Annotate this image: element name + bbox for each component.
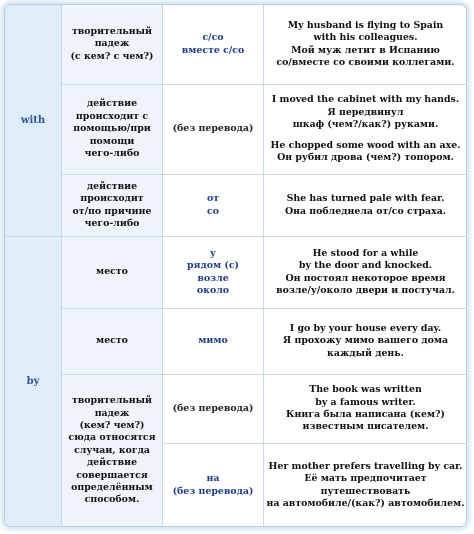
- text-line: by a famous writer.: [315, 396, 416, 408]
- text-line: чего-либо: [84, 148, 140, 160]
- text-line: He stood for a while: [312, 247, 419, 259]
- text-line: падеж: [94, 38, 130, 50]
- text-line: действие: [86, 98, 138, 110]
- example-cell: [264, 444, 467, 527]
- text-line: путешествовать: [320, 485, 411, 497]
- text-line: (без перевода): [172, 402, 254, 414]
- text-line: определённым: [71, 482, 153, 494]
- text-line: падеж: [94, 407, 130, 419]
- example-cell: [264, 375, 467, 444]
- grammar-table: [4, 4, 467, 527]
- text-line: рядом (с): [187, 260, 239, 272]
- text-line: с/со: [202, 32, 224, 44]
- text-line: от: [206, 193, 220, 205]
- text-line: сюда относятся: [68, 432, 156, 444]
- text-line: (без перевода): [172, 485, 254, 497]
- text-line: место: [96, 335, 128, 347]
- text-line: около: [196, 284, 230, 296]
- text-line: by the door and knocked.: [298, 260, 433, 272]
- text-line: творительный: [71, 25, 153, 37]
- text-line: чего-либо: [84, 217, 140, 229]
- text-line: (кем? чем?): [79, 419, 145, 431]
- preposition-with: with: [5, 5, 62, 237]
- text-line: на: [206, 473, 220, 485]
- text-line: Она побледнела от/со страха.: [284, 205, 447, 217]
- meaning-cell: [62, 237, 163, 309]
- text-line: (без перевода): [172, 123, 254, 135]
- text-line: вместе с/со: [181, 44, 245, 56]
- text-line: совершается: [76, 469, 148, 481]
- preposition-by: by: [5, 237, 62, 527]
- text-line: происходит: [80, 193, 144, 205]
- translation-cell: [163, 309, 264, 375]
- text-line: творительный: [71, 395, 153, 407]
- translation-cell: [163, 444, 264, 527]
- text-line: помощью/при: [73, 123, 151, 135]
- translation-cell: [163, 175, 264, 237]
- text-line: случаи, когда: [74, 444, 150, 456]
- translation-cell: [163, 237, 264, 309]
- text-line: помощи: [89, 135, 135, 147]
- meaning-cell: [62, 85, 163, 175]
- text-line: Мой муж летит в Испанию: [291, 44, 440, 56]
- text-line: мимо: [198, 335, 228, 347]
- example-cell: [264, 85, 467, 175]
- text-line: на автомобиле/(как?) автомобилем.: [266, 497, 465, 509]
- text-line: способом.: [84, 494, 140, 506]
- text-line: She has turned pale with fear.: [286, 193, 445, 205]
- text-line: Он рубил дрова (чем?) топором.: [277, 152, 454, 164]
- text-line: возле: [197, 272, 229, 284]
- example-cell: [264, 175, 467, 237]
- text-line: Я передвинул: [327, 106, 404, 118]
- text-line: происходит с: [75, 110, 149, 122]
- text-line: Он постоял некоторое время: [285, 272, 446, 284]
- text-line: My husband is flying to Spain: [287, 19, 444, 31]
- meaning-cell: [62, 375, 163, 527]
- text-line: действие: [86, 180, 138, 192]
- text-line: известным писателем.: [302, 421, 429, 433]
- translation-cell: [163, 85, 264, 175]
- text-line: действие: [86, 457, 138, 469]
- example-cell: [264, 309, 467, 375]
- text-line: Книга была написана (кем?): [285, 409, 445, 420]
- text-line: каждый день.: [327, 347, 404, 359]
- example-cell: [264, 5, 467, 85]
- text-line: со: [207, 205, 219, 217]
- text-line: место: [96, 266, 128, 278]
- text-line: Я прохожу мимо вашего дома: [282, 335, 449, 347]
- example-paragraph: [271, 140, 461, 165]
- example-cell: [264, 237, 467, 309]
- text-line: Её мать предпочитает: [304, 473, 427, 485]
- example-paragraph: [272, 94, 459, 131]
- text-line: I moved the cabinet with my hands.: [271, 94, 460, 106]
- meaning-cell: [62, 5, 163, 85]
- text-line: He chopped some wood with an axe.: [270, 139, 461, 151]
- text-line: у: [209, 247, 216, 259]
- translation-cell: [163, 5, 264, 85]
- text-line: The book was written: [309, 384, 422, 396]
- meaning-cell: [62, 309, 163, 375]
- text-line: от/по причине: [72, 205, 152, 217]
- text-line: I go by your house every day.: [289, 322, 442, 334]
- text-line: со/вместе со своими коллегами.: [276, 56, 455, 68]
- text-line: with his colleagues.: [313, 32, 418, 44]
- translation-cell: [163, 375, 264, 444]
- text-line: возле/у/около двери и постучал.: [276, 284, 455, 296]
- text-line: (с кем? с чем?): [70, 50, 154, 62]
- text-line: Her mother prefers travelling by car.: [268, 460, 463, 472]
- meaning-cell: [62, 175, 163, 237]
- text-line: шкаф (чем?/как?) руками.: [292, 119, 439, 131]
